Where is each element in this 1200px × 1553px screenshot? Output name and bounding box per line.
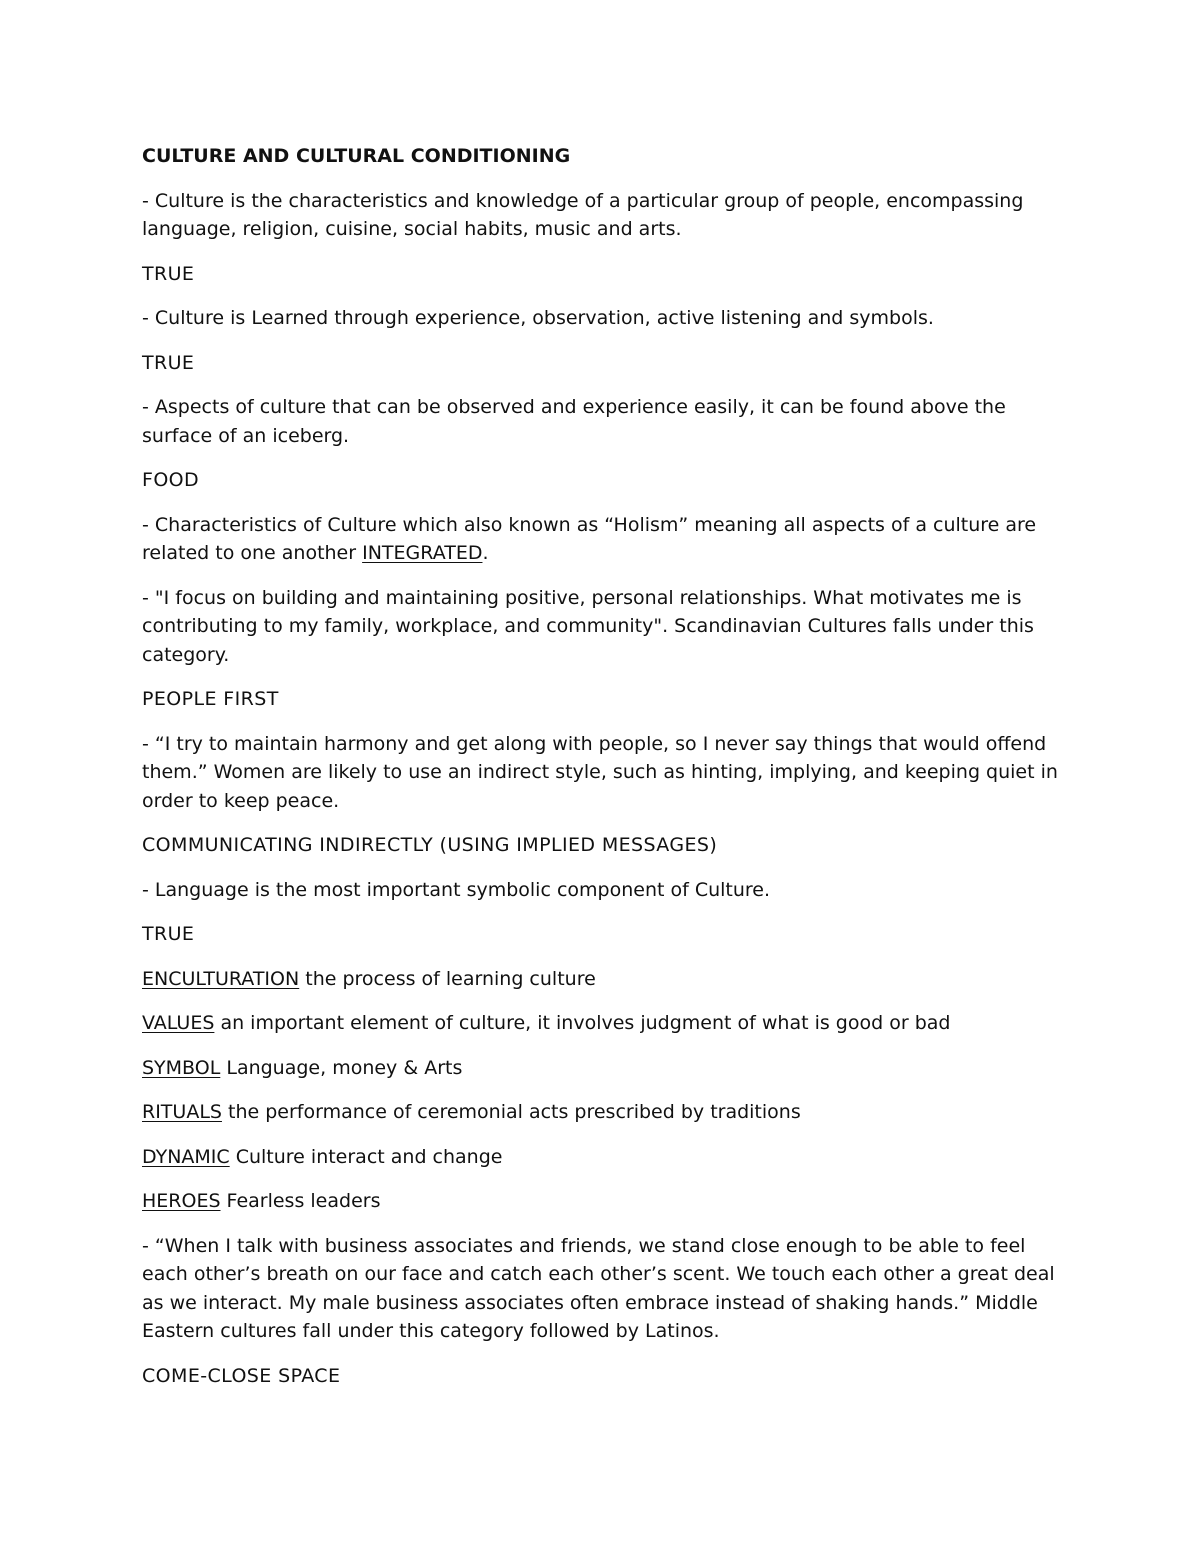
question-4-end: . [482, 542, 489, 564]
question-8: - “When I talk with business associates and friends, we stand close enough to be able to feel each other’s breath on our face and catch each other’s scent. We touch each other a great deal as we interact. My male business associates often embrace instead of shaking hands.” Middle Eastern cultures fall under this category followed by Latinos. [142, 1234, 1055, 1342]
definition-term: VALUES [142, 1012, 215, 1034]
answer-5: PEOPLE FIRST [142, 688, 279, 710]
definition-text: the process of learning culture [299, 967, 596, 990]
definition-symbol [142, 1054, 1070, 1083]
definition-term: RITUALS [142, 1101, 222, 1123]
definition-term: SYMBOL [142, 1056, 221, 1079]
definition-text: an important element of culture, it involves judgment of what is good or bad [214, 1012, 951, 1034]
definition-heroes [142, 1187, 1070, 1216]
question-3: - Aspects of culture that can be observed and experience easily, it can be found above the surface of an iceberg. [142, 396, 1006, 447]
question-5: - "I focus on building and maintaining positive, personal relationships. What motivates me is contributing to my family, workplace, and community". Scandinavian Cultures falls under this category. [142, 586, 1034, 666]
definition-rituals [142, 1098, 1070, 1127]
definition-values [142, 1009, 1070, 1038]
answer-7: TRUE [142, 923, 195, 945]
question-2: - Culture is Learned through experience, observation, active listening and symbols. [142, 307, 934, 329]
question-4-term: INTEGRATED [362, 542, 483, 564]
definition-term: DYNAMIC [142, 1145, 230, 1168]
answer-1: TRUE [142, 262, 195, 285]
definition-text: Language, money & Arts [220, 1056, 463, 1079]
definition-term: HEROES [142, 1190, 221, 1212]
definition-text: Fearless leaders [220, 1190, 381, 1212]
definition-text: Culture interact and change [229, 1145, 503, 1168]
question-4 [142, 511, 1070, 568]
answer-6: COMMUNICATING INDIRECTLY (USING IMPLIED MESSAGES) [142, 834, 718, 856]
answer-8: COME-CLOSE SPACE [142, 1364, 341, 1387]
question-1: - Culture is the characteristics and knowledge of a particular group of people, encompassing language, religion, cuisine, social habits, music and arts. [142, 189, 1024, 240]
question-4-text: - Characteristics of Culture which also known as “Holism” meaning all aspects of a culture are related to one another [142, 513, 1037, 564]
definition-term: ENCULTURATION [142, 967, 300, 990]
definition-text: the performance of ceremonial acts prescribed by traditions [221, 1101, 801, 1123]
document-title: CULTURE AND CULTURAL CONDITIONING [142, 145, 571, 167]
definition-enculturation [142, 965, 1070, 994]
question-7: - Language is the most important symbolic component of Culture. [142, 878, 771, 901]
question-6: - “I try to maintain harmony and get along with people, so I never say things that would offend them.” Women are likely to use an indirect style, such as hinting, implying, and keeping quiet in order to keep peace. [142, 732, 1058, 812]
answer-2: TRUE [142, 351, 195, 374]
definition-dynamic [142, 1143, 1070, 1172]
answer-3: FOOD [142, 469, 200, 491]
